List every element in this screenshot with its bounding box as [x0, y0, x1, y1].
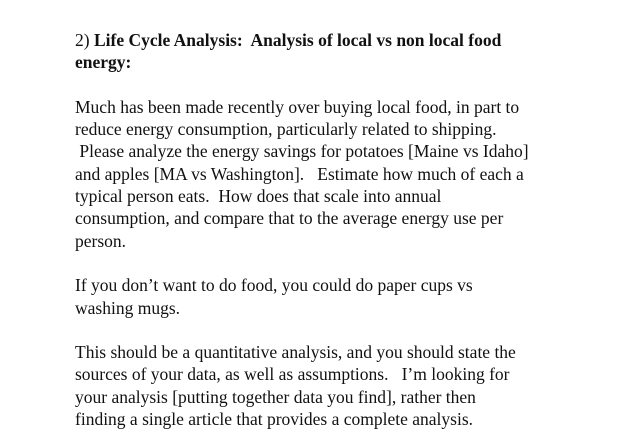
paragraph-line: Please analyze the energy savings for potatoes [Maine vs Idaho] [75, 141, 529, 162]
paragraph-line: and apples [MA vs Washington]. Estimate how much of each a [75, 163, 524, 184]
paragraph-line: If you don’t want to do food, you could do paper cups vs [75, 275, 473, 296]
paragraph-line: reduce energy consumption, particularly related to shipping. [75, 119, 497, 140]
paragraph-requirements [75, 341, 595, 430]
section-title-continued: energy: [75, 52, 132, 73]
paragraph-line: sources of your data, as well as assumptions. I’m looking for [75, 364, 510, 385]
assignment-document [75, 29, 595, 430]
paragraph-line: consumption, and compare that to the average energy use per [75, 208, 504, 229]
heading-line-1 [75, 29, 595, 51]
section-title: Life Cycle Analysis: Analysis of local vs non local food [93, 30, 502, 50]
paragraph-line: Much has been made recently over buying local food, in part to [75, 96, 520, 117]
paragraph-alternative [75, 274, 595, 319]
paragraph-line: person. [75, 230, 127, 251]
paragraph-line: your analysis [putting together data you find], rather then [75, 386, 476, 407]
paragraph-local-food [75, 96, 595, 252]
paragraph-line: washing mugs. [75, 297, 180, 318]
paragraph-line: This should be a quantitative analysis, and you should state the [75, 342, 516, 363]
paragraph-line: typical person eats. How does that scale into annual [75, 186, 442, 207]
paragraph-line: finding a single article that provides a complete analysis. [75, 409, 474, 430]
section-number: 2) [75, 30, 90, 50]
section-heading [75, 29, 595, 74]
